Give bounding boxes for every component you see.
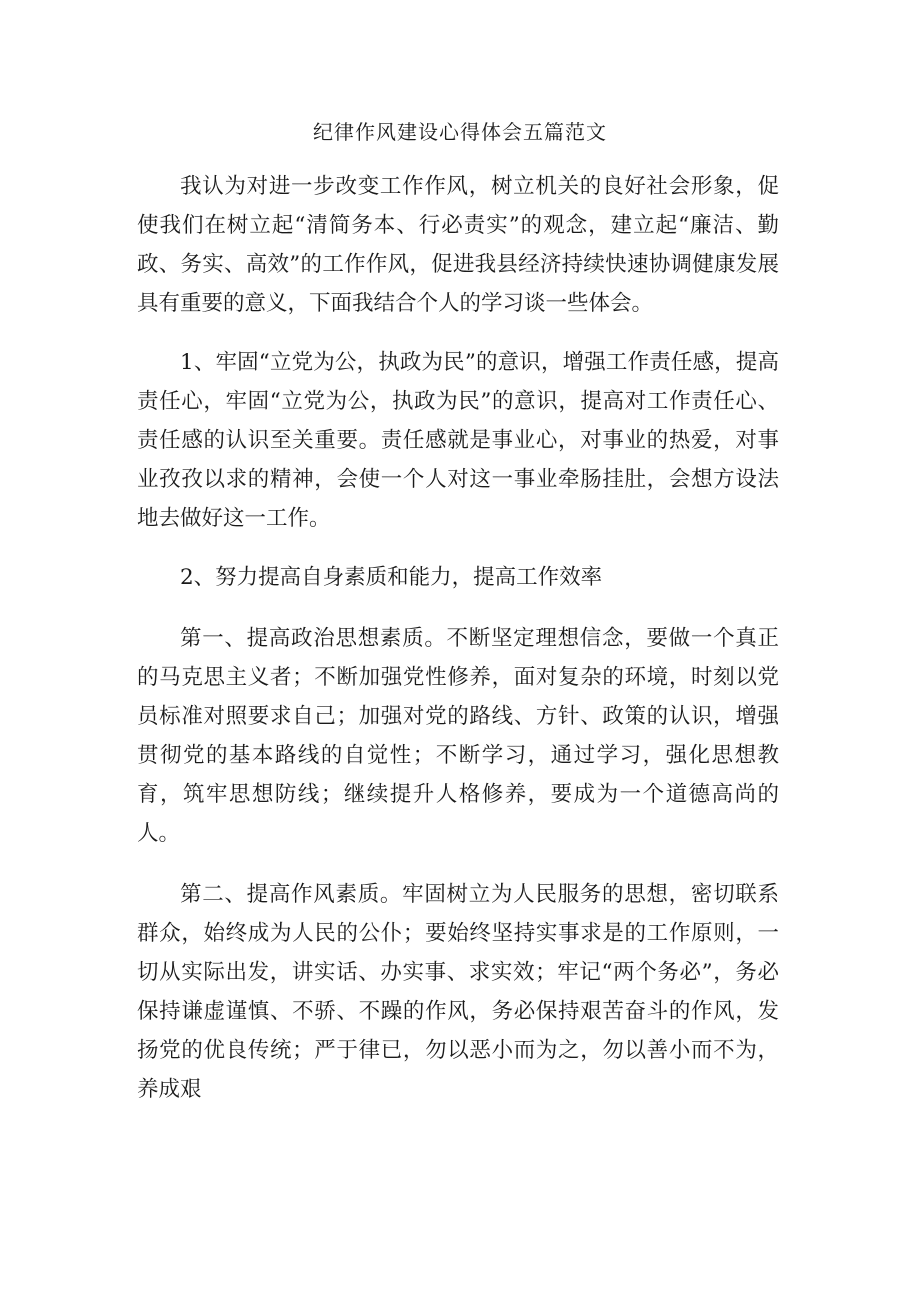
document-title: 纪律作风建设心得体会五篇范文 (313, 120, 607, 144)
paragraph-point-2-heading: 2、努力提高自身素质和能力，提高工作效率 (180, 565, 603, 590)
paragraph-point-1: 1、牢固“立党为公，执政为民”的意识，增强工作责任感，提高责任心，牢固“立党为公，执政为民”的意识，提高对工作责任心、责任感的认识至关重要。责任感就是事业心，对事业的热爱，对事业孜孜以求的精神，会使一个人对这一事业牵肠挂肚，会想方设法地去做好这一工作。 (137, 350, 779, 531)
document-body (137, 167, 779, 1131)
paragraph-intro: 我认为对进一步改变工作作风，树立机关的良好社会形象，促使我们在树立起“清简务本、行必责实”的观念，建立起“廉洁、勤政、务实、高效”的工作作风，促进我县经济持续快速协调健康发展具有重要的意义，下面我结合个人的学习谈一些体会。 (137, 174, 779, 316)
paragraph-work-style-quality: 第二、提高作风素质。牢固树立为人民服务的思想，密切联系群众，始终成为人民的公仆；要始终坚持实事求是的工作原则，一切从实际出发，讲实话、办实事、求实效；牢记“两个务必”，务必保持谦虚谨慎、不骄、不躁的作风，务必保持艰苦奋斗的作风，发扬党的优良传统；严于律已，勿以恶小而为之，勿以善小而不为，养成艰 (137, 882, 779, 1102)
paragraph-political-quality: 第一、提高政治思想素质。不断坚定理想信念，要做一个真正的马克思主义者；不断加强党性修养，面对复杂的环境，时刻以党员标准对照要求自己；加强对党的路线、方针、政策的认识，增强贯彻党的基本路线的自觉性；不断学习，通过学习，强化思想教育，筑牢思想防线；继续提升人格修养，要成为一个道德高尚的人。 (137, 626, 779, 846)
